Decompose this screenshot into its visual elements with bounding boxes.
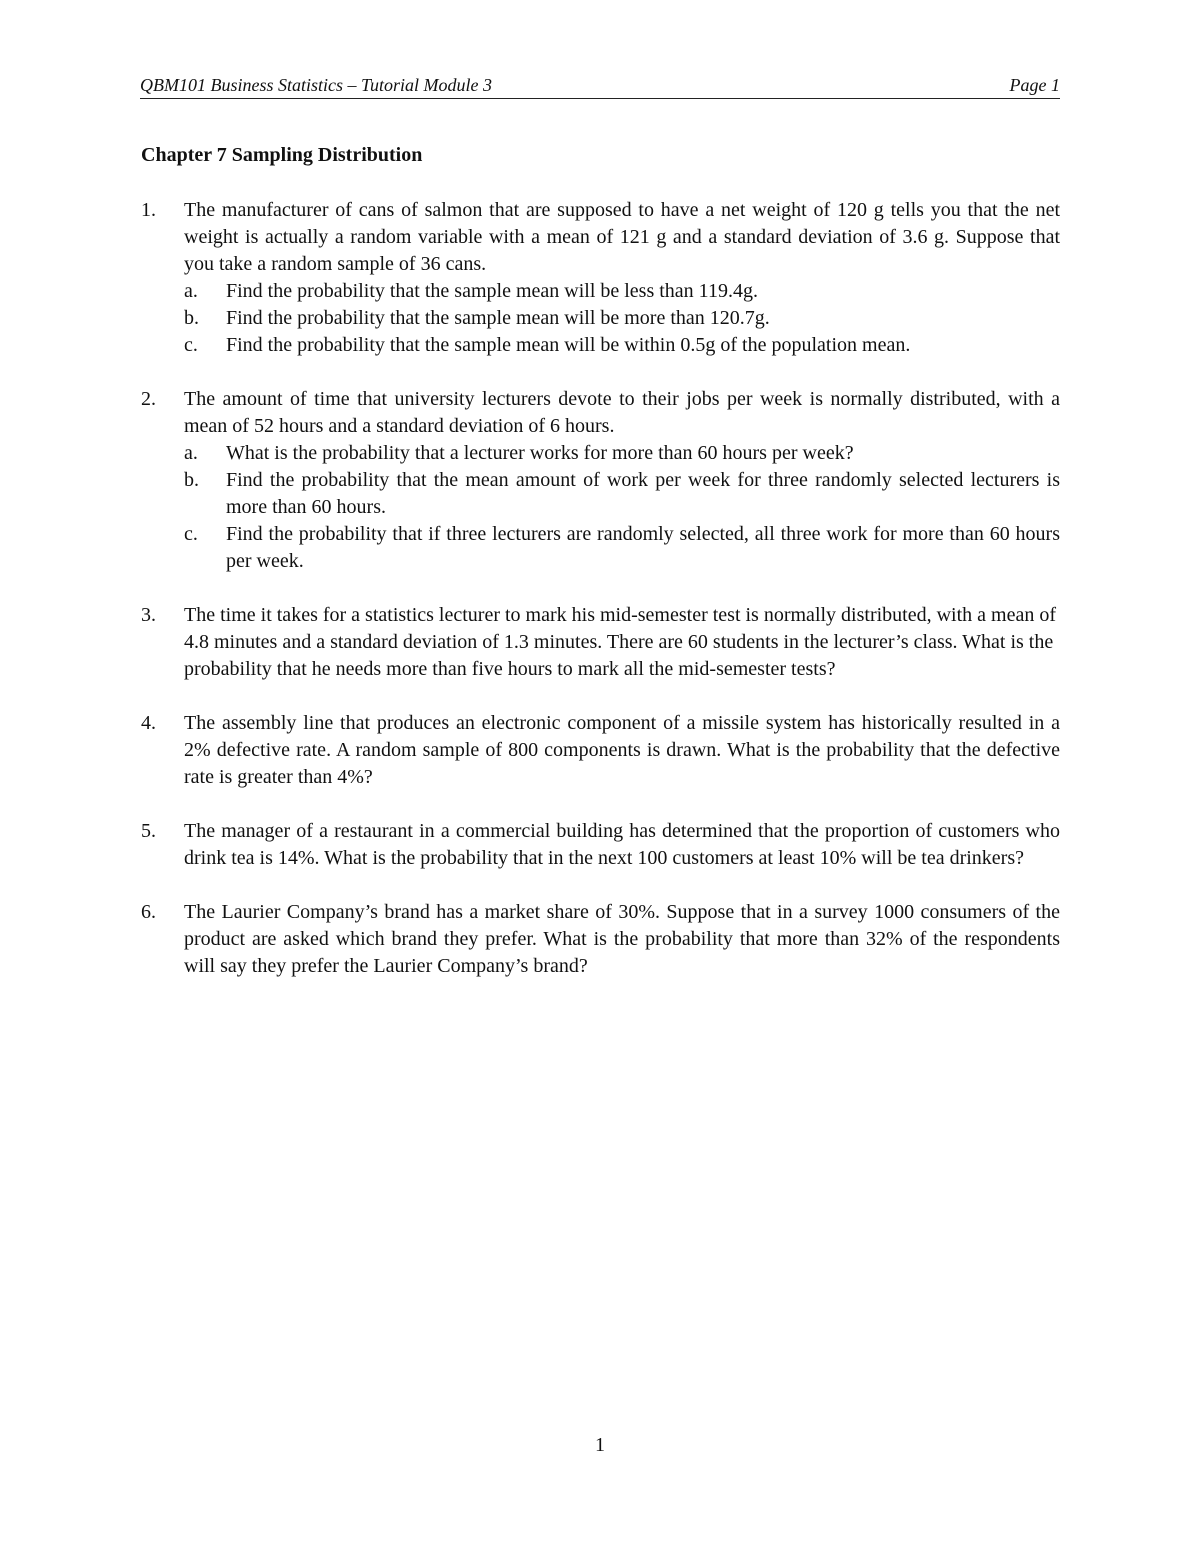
part-letter: a. xyxy=(184,280,198,302)
question-part xyxy=(184,521,1060,575)
part-text: Find the probability that if three lecturers are randomly selected, all three work for more than 60 hours per week. xyxy=(226,523,1060,572)
question-number: 1. xyxy=(141,199,156,221)
question-number: 3. xyxy=(141,604,156,626)
part-text: Find the probability that the sample mean will be within 0.5g of the population mean. xyxy=(226,334,911,356)
question-text: The time it takes for a statistics lecturer to mark his mid-semester test is normally distributed, with a mean of 4.8 minutes and a standard deviation of 1.3 minutes. There are 60 students in the lecturer’s class. What is the probability that he needs more than five hours to mark all the mid-semester tests? xyxy=(184,604,1057,680)
question-number: 6. xyxy=(141,901,156,923)
part-text: Find the probability that the mean amount of work per week for three randomly selected lecturers is more than 60 hours. xyxy=(226,469,1060,518)
part-text: Find the probability that the sample mean will be more than 120.7g. xyxy=(226,307,770,329)
question-2 xyxy=(141,386,1060,575)
part-letter: c. xyxy=(184,334,198,356)
page-header xyxy=(140,74,1060,99)
question-number: 2. xyxy=(141,388,156,410)
question-number: 4. xyxy=(141,712,156,734)
question-parts xyxy=(184,440,1060,575)
question-text: The manufacturer of cans of salmon that are supposed to have a net weight of 120 g tells you that the net weight is actually a random variable with a mean of 121 g and a standard deviation of 3.6 g. Suppose that you take a random sample of 36 cans. xyxy=(184,199,1060,275)
question-text: The amount of time that university lecturers devote to their jobs per week is normally distributed, with a mean of 52 hours and a standard deviation of 6 hours. xyxy=(184,388,1060,437)
part-letter: c. xyxy=(184,523,198,545)
question-6 xyxy=(141,899,1060,980)
part-letter: b. xyxy=(184,469,199,491)
question-text: The manager of a restaurant in a commercial building has determined that the proportion of customers who drink tea is 14%. What is the probability that in the next 100 customers at least 10% will be tea drinkers? xyxy=(184,820,1060,869)
question-list xyxy=(141,197,1060,1007)
question-number: 5. xyxy=(141,820,156,842)
question-text: The assembly line that produces an electronic component of a missile system has historically resulted in a 2% defective rate. A random sample of 800 components is drawn. What is the probability that the defective rate is greater than 4%? xyxy=(184,712,1060,788)
question-part xyxy=(184,467,1060,521)
question-text: The Laurier Company’s brand has a market share of 30%. Suppose that in a survey 1000 consumers of the product are asked which brand they prefer. What is the probability that more than 32% of the respondents will say they prefer the Laurier Company’s brand? xyxy=(184,901,1060,977)
part-letter: b. xyxy=(184,307,199,329)
chapter-title: Chapter 7 Sampling Distribution xyxy=(141,144,423,166)
question-1 xyxy=(141,197,1060,359)
part-text: What is the probability that a lecturer works for more than 60 hours per week? xyxy=(226,442,854,464)
question-3 xyxy=(141,602,1060,683)
question-part xyxy=(184,332,1060,359)
question-part xyxy=(184,278,1060,305)
question-5 xyxy=(141,818,1060,872)
header-page-label: Page 1 xyxy=(1009,75,1060,95)
question-4 xyxy=(141,710,1060,791)
question-part xyxy=(184,305,1060,332)
question-parts xyxy=(184,278,1060,359)
part-text: Find the probability that the sample mean will be less than 119.4g. xyxy=(226,280,758,302)
page-number: 1 xyxy=(595,1434,605,1456)
part-letter: a. xyxy=(184,442,198,464)
question-part xyxy=(184,440,1060,467)
header-course-title: QBM101 Business Statistics – Tutorial Module 3 xyxy=(140,75,493,95)
